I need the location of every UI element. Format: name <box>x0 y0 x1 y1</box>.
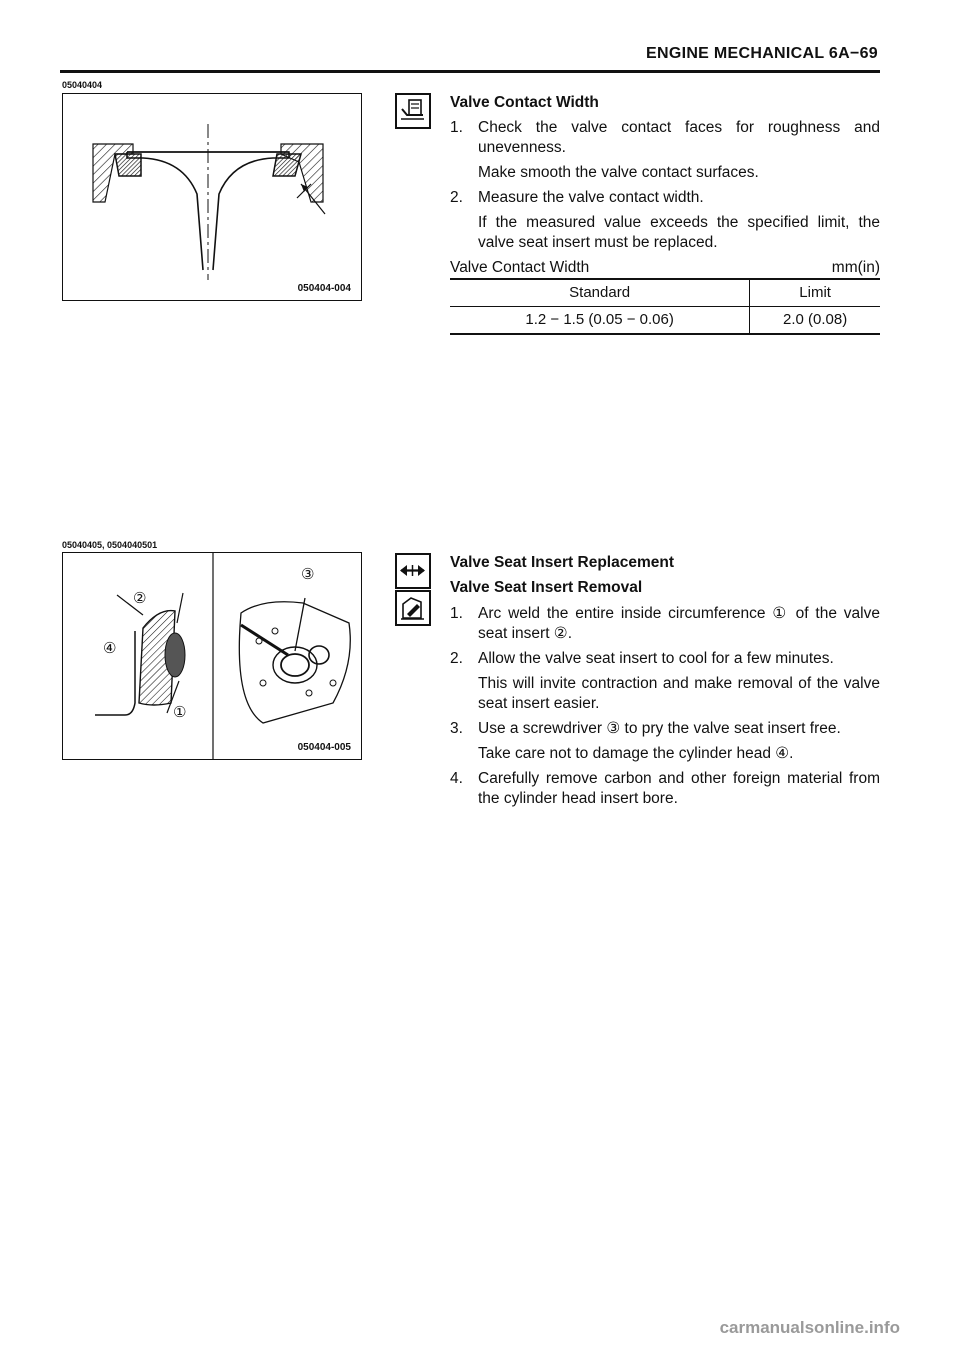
step-item: 2. Allow the valve seat insert to cool for a few minutes. <box>450 650 834 667</box>
figure2-ref: 05040405, 0504040501 <box>62 540 158 550</box>
section-valve-contact-width <box>450 93 880 335</box>
callout-label-2: ② <box>133 590 147 607</box>
step-item: 1. Arc weld the entire inside circumference ① of the valve seat insert ②. <box>450 605 880 642</box>
valve-seat-cross-section-drawing <box>63 94 361 300</box>
figure2-seat-insert-removal-diagram <box>62 552 362 760</box>
section-valve-seat-insert-replacement <box>450 553 880 814</box>
spec-caption-title: Valve Contact Width <box>450 259 590 276</box>
header-rule <box>60 70 880 73</box>
page-header-title: ENGINE MECHANICAL 6A−69 <box>646 45 878 62</box>
callout-label-3: ③ <box>301 566 315 583</box>
step-note: This will invite contraction and make removal of the valve seat insert easier. <box>478 675 880 712</box>
step-item: 2. Measure the valve contact width. <box>450 189 704 206</box>
remove-icon <box>395 590 431 626</box>
section2-subtitle: Valve Seat Insert Removal <box>450 579 643 596</box>
disassemble-icon <box>395 553 431 589</box>
inspect-icon <box>395 93 431 129</box>
section2-title: Valve Seat Insert Replacement <box>450 554 675 571</box>
section1-title: Valve Contact Width <box>450 94 599 111</box>
table-header-row <box>450 279 880 307</box>
table-header-limit: Limit <box>750 279 880 307</box>
figure2-code: 050404-005 <box>297 742 351 753</box>
step-item: 1. Check the valve contact faces for roughness and unevenness. <box>450 119 880 156</box>
spec-table <box>450 278 880 335</box>
spec-caption <box>450 258 880 278</box>
watermark: carmanualsonline.info <box>719 1318 900 1337</box>
table-cell-limit: 2.0 (0.08) <box>750 307 880 335</box>
table-cell-standard: 1.2 − 1.5 (0.05 − 0.06) <box>450 307 750 335</box>
table-header-standard: Standard <box>450 279 750 307</box>
callout-label-1: ① <box>173 704 187 721</box>
step-item: 3. Use a screwdriver ③ to pry the valve seat insert free. <box>450 720 841 737</box>
figure1-code: 050404-004 <box>297 283 351 294</box>
callout-label-4: ④ <box>103 640 117 657</box>
step-note: If the measured value exceeds the specified limit, the valve seat insert must be replaced. <box>478 214 880 251</box>
step-note: Take care not to damage the cylinder head ④. <box>478 745 794 762</box>
spec-unit: mm(in) <box>831 259 880 276</box>
step-note: Make smooth the valve contact surfaces. <box>478 164 759 181</box>
table-row <box>450 307 880 335</box>
step-item: 4. Carefully remove carbon and other foreign material from the cylinder head insert bore. <box>450 770 880 807</box>
figure1-ref: 05040404 <box>62 80 103 90</box>
figure1-valve-contact-diagram <box>62 93 362 301</box>
